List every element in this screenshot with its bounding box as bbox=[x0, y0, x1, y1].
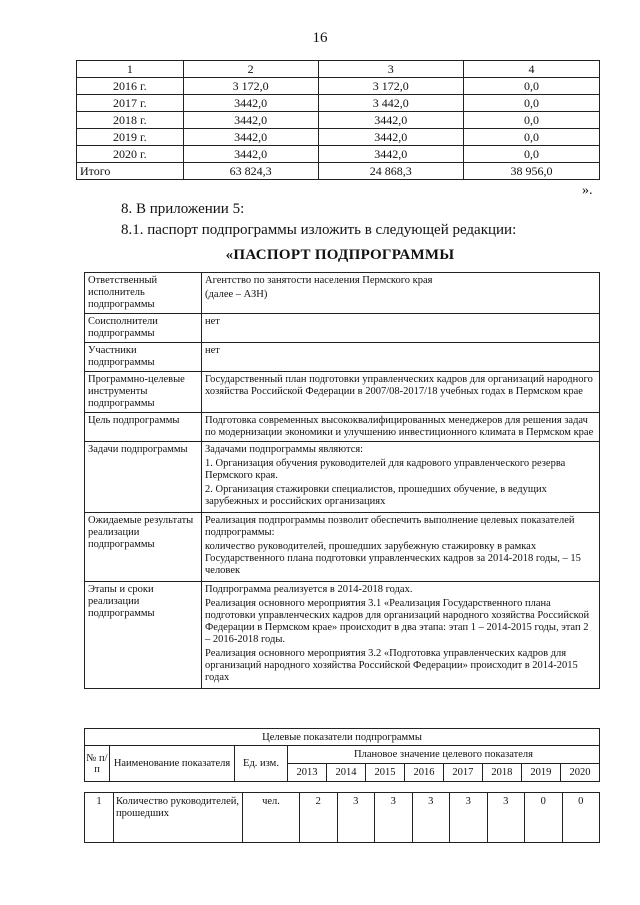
funding-cell-year: 2018 г. bbox=[77, 112, 184, 129]
targets-header-table bbox=[84, 728, 600, 782]
passport-value-line: Реализация подпрограммы позволит обеспечить выполнение целевых показателей подпрограммы: bbox=[205, 515, 575, 538]
funding-cell: 3442,0 bbox=[183, 112, 318, 129]
data-cell-unit: чел. bbox=[243, 793, 300, 843]
passport-value bbox=[202, 273, 600, 314]
funding-row bbox=[77, 78, 600, 95]
passport-label: Цель подпрограммы bbox=[85, 413, 202, 442]
funding-cell-year: 2020 г. bbox=[77, 146, 184, 163]
targets-year: 2019 bbox=[521, 764, 560, 782]
funding-total-cell: 38 956,0 bbox=[464, 163, 600, 180]
funding-cell: 0,0 bbox=[464, 112, 600, 129]
passport-label: Ответственный исполнитель подпрограммы bbox=[85, 273, 202, 314]
targets-caption: Целевые показатели подпрограммы bbox=[85, 729, 600, 746]
passport-value-line: Подпрограмма реализуется в 2014-2018 годах. bbox=[205, 584, 413, 595]
funding-cell: 3442,0 bbox=[183, 95, 318, 112]
funding-total-cell: 63 824,3 bbox=[183, 163, 318, 180]
passport-value-line: 1. Организация обучения руководителей для кадрового управленческого резерва Пермского края. bbox=[205, 458, 566, 481]
funding-cell: 3442,0 bbox=[183, 146, 318, 163]
data-cell-value: 3 bbox=[337, 793, 375, 843]
funding-cell: 3 172,0 bbox=[183, 78, 318, 95]
funding-header-cell: 1 bbox=[77, 61, 184, 78]
data-cell-value: 0 bbox=[562, 793, 600, 843]
passport-label: Участники подпрограммы bbox=[85, 343, 202, 372]
passport-label: Соисполнители подпрограммы bbox=[85, 314, 202, 343]
targets-year: 2016 bbox=[404, 764, 443, 782]
targets-year: 2018 bbox=[482, 764, 521, 782]
funding-table bbox=[76, 60, 600, 180]
funding-row bbox=[77, 146, 600, 163]
passport-value: нет bbox=[202, 343, 600, 372]
passport-row-coexecutors bbox=[85, 314, 600, 343]
passport-value bbox=[202, 582, 600, 689]
targets-year: 2020 bbox=[560, 764, 599, 782]
data-cell-name: Количество руководителей, прошедших bbox=[114, 793, 243, 843]
funding-header-row bbox=[77, 61, 600, 78]
funding-cell: 3442,0 bbox=[183, 129, 318, 146]
passport-row-participants bbox=[85, 343, 600, 372]
page-number: 16 bbox=[312, 30, 328, 46]
data-cell-value: 3 bbox=[412, 793, 450, 843]
passport-table bbox=[84, 272, 600, 689]
targets-col-unit: Ед. изм. bbox=[235, 746, 288, 782]
data-cell-value: 3 bbox=[375, 793, 413, 843]
passport-value: нет bbox=[202, 314, 600, 343]
passport-row-tasks bbox=[85, 442, 600, 513]
targets-col-no: № п/п bbox=[85, 746, 110, 782]
data-cell-value: 0 bbox=[525, 793, 563, 843]
point-8-1-text: 8.1. паспорт подпрограммы изложить в следующей редакции: bbox=[121, 222, 517, 238]
passport-value-line: 2. Организация стажировки специалистов, прошедших обучение, в ведущих зарубежных и российских организациях bbox=[205, 484, 547, 507]
funding-header-cell: 2 bbox=[183, 61, 318, 78]
passport-value-line: Задачами подпрограммы являются: bbox=[205, 444, 364, 455]
funding-header-cell: 4 bbox=[464, 61, 600, 78]
passport-row-instruments bbox=[85, 372, 600, 413]
data-cell-no: 1 bbox=[85, 793, 114, 843]
funding-cell: 3442,0 bbox=[318, 129, 463, 146]
funding-total-label: Итого bbox=[77, 163, 184, 180]
passport-value: Государственный план подготовки управленческих кадров для организаций народного хозяйства Российской Федерации в 2007/08-2017/18 учебных годах в Пермском крае bbox=[202, 372, 600, 413]
funding-cell: 3442,0 bbox=[318, 112, 463, 129]
passport-row-stages bbox=[85, 582, 600, 689]
passport-row-goal bbox=[85, 413, 600, 442]
passport-row-responsible bbox=[85, 273, 600, 314]
passport-value-line: Реализация основного мероприятия 3.1 «Реализация Государственного плана подготовки управленческих кадров для организаций народного хозяйства Российской Федерации в Пермском крае» происходит в два этапа: этап 1 – 2014-2015 годы, этап 2 – 2016-2018 годы. bbox=[205, 598, 590, 645]
targets-data-table bbox=[84, 792, 600, 843]
funding-header-cell: 3 bbox=[318, 61, 463, 78]
passport-label: Задачи подпрограммы bbox=[85, 442, 202, 513]
targets-col-name: Наименование показателя bbox=[110, 746, 235, 782]
funding-cell-year: 2017 г. bbox=[77, 95, 184, 112]
funding-cell: 0,0 bbox=[464, 129, 600, 146]
data-cell-value: 3 bbox=[450, 793, 488, 843]
passport-label: Этапы и сроки реализации подпрограммы bbox=[85, 582, 202, 689]
targets-year: 2017 bbox=[443, 764, 482, 782]
targets-year: 2015 bbox=[365, 764, 404, 782]
funding-cell: 0,0 bbox=[464, 95, 600, 112]
passport-value bbox=[202, 442, 600, 513]
funding-cell-year: 2016 г. bbox=[77, 78, 184, 95]
targets-year: 2013 bbox=[288, 764, 327, 782]
funding-row bbox=[77, 129, 600, 146]
funding-cell: 3442,0 bbox=[318, 146, 463, 163]
funding-cell-year: 2019 г. bbox=[77, 129, 184, 146]
passport-value-line: Агентство по занятости населения Пермского края bbox=[205, 275, 433, 286]
passport-value: Подготовка современных высококвалифицированных менеджеров для решения задач по модернизации экономики и улучшению инвестиционного климата в Пермском крае bbox=[202, 413, 600, 442]
data-cell-value: 2 bbox=[300, 793, 338, 843]
passport-row-results bbox=[85, 513, 600, 582]
funding-cell: 0,0 bbox=[464, 78, 600, 95]
funding-total-row bbox=[77, 163, 600, 180]
point-8-text: 8. В приложении 5: bbox=[121, 201, 245, 217]
passport-label: Программно-целевые инструменты подпрограммы bbox=[85, 372, 202, 413]
closing-quote: ». bbox=[582, 183, 593, 198]
passport-value-line: Реализация основного мероприятия 3.2 «Подготовка управленческих кадров для организаций народного хозяйства Российской Федерации» происходит в 2014-2015 годах bbox=[205, 648, 578, 683]
passport-value-line: (далее – АЗН) bbox=[205, 289, 268, 300]
data-cell-value: 3 bbox=[487, 793, 525, 843]
passport-value bbox=[202, 513, 600, 582]
table-row bbox=[85, 793, 600, 843]
targets-year: 2014 bbox=[326, 764, 365, 782]
passport-title: «ПАСПОРТ ПОДПРОГРАММЫ bbox=[225, 247, 455, 263]
targets-col-plan: Плановое значение целевого показателя bbox=[288, 746, 600, 764]
funding-cell: 0,0 bbox=[464, 146, 600, 163]
funding-row bbox=[77, 95, 600, 112]
funding-cell: 3 442,0 bbox=[318, 95, 463, 112]
funding-total-cell: 24 868,3 bbox=[318, 163, 463, 180]
passport-label: Ожидаемые результаты реализации подпрограммы bbox=[85, 513, 202, 582]
funding-cell: 3 172,0 bbox=[318, 78, 463, 95]
passport-value-line: количество руководителей, прошедших зарубежную стажировку в рамках Государственного плана подготовки управленческих кадров за 2014-2018 годы, – 15 человек bbox=[205, 541, 581, 576]
funding-row bbox=[77, 112, 600, 129]
